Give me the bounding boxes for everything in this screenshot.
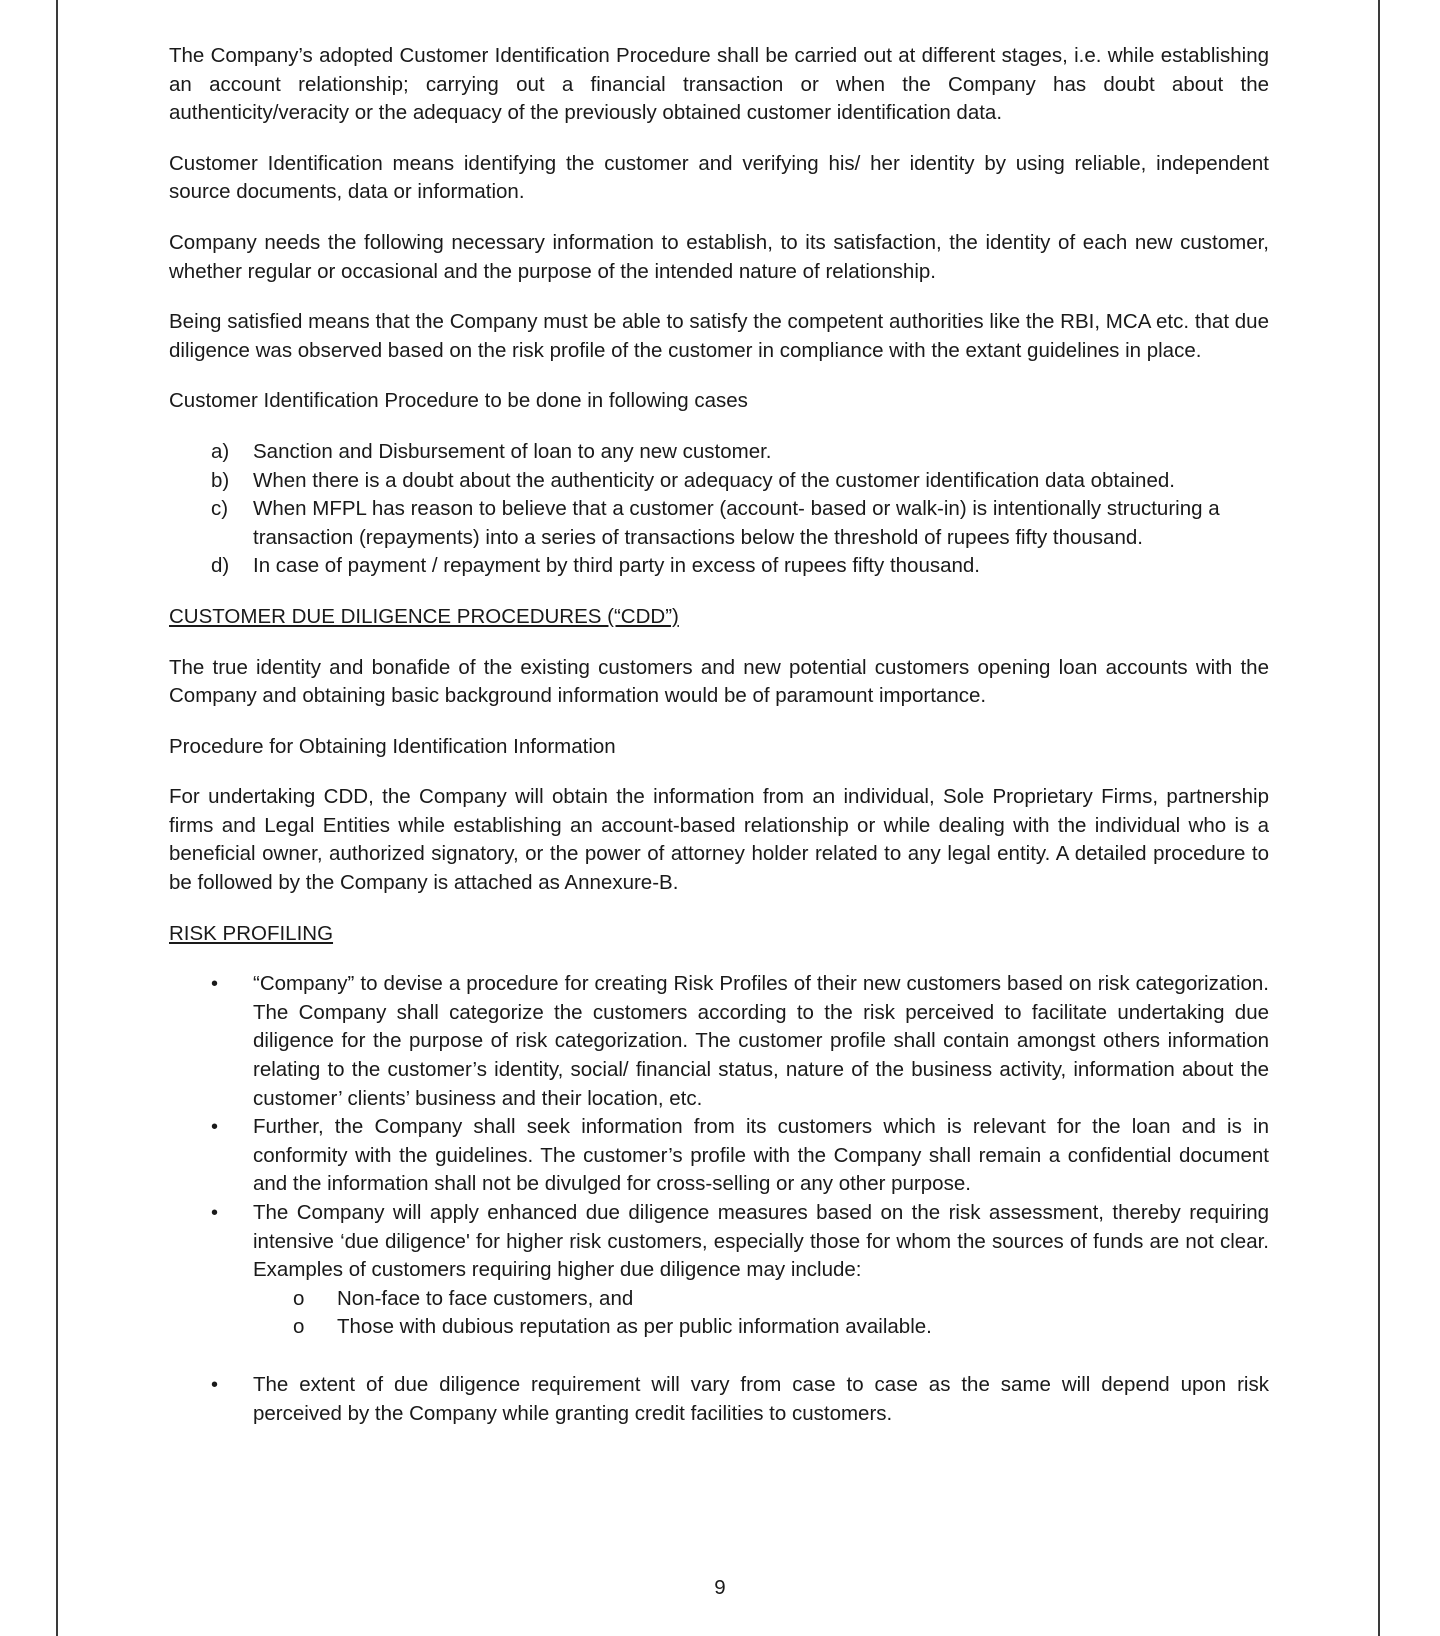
spacer <box>253 1342 1269 1371</box>
list-item <box>169 495 1269 552</box>
list-item-text: “Company” to devise a procedure for creating Risk Profiles of their new customers based on risk categorization. The Company shall categorize the customers according to the risk perceived to facilitate undertaking due diligence for the purpose of risk categorization. The customer profile shall contain amongst others information relating to the customer’s identity, social/ financial status, nature of the business activity, information about the customer’ clients’ business and their location, etc. <box>253 972 1269 1110</box>
paragraph-necessary-information: Company needs the following necessary information to establish, to its satisfaction, the identity of each new customer, whether regular or occasional and the purpose of the intended nature of relationship. <box>169 230 1269 283</box>
paragraph-cip-stages: The Company’s adopted Customer Identification Procedure shall be carried out at different stages, i.e. while establishing an account relationship; carrying out a financial transaction or when the Company has doubt about the authenticity/veracity or the adequacy of the previously obtained customer identification data. <box>169 44 1269 125</box>
list-marker: d) <box>211 554 230 578</box>
list-item <box>169 970 1269 1113</box>
section-heading-cdd: CUSTOMER DUE DILIGENCE PROCEDURES (“CDD”) <box>169 604 679 628</box>
paragraph-being-satisfied: Being satisfied means that the Company must be able to satisfy the competent authorities like the RBI, MCA etc. that due diligence was observed based on the risk profile of the customer in compliance with the extant guidelines in place. <box>169 310 1269 362</box>
list-item-text: Sanction and Disbursement of loan to any new customer. <box>253 439 772 463</box>
list-marker: b) <box>211 468 230 492</box>
paragraph-cdd-identity: The true identity and bonafide of the existing customers and new potential customers opening loan accounts with the Company and obtaining basic background information would be of paramount importance. <box>169 655 1269 708</box>
sub-list-item-text: Those with dubious reputation as per public information available. <box>337 1315 932 1339</box>
sub-list-item <box>253 1285 1269 1314</box>
document-body <box>169 42 1269 1428</box>
paragraph-cdd-undertaking: For undertaking CDD, the Company will obtain the information from an individual, Sole Proprietary Firms, partnership firms and Legal Entities while establishing an account-based relationship or while dealing with the individual who is a beneficial owner, authorized signatory, or the power of attorney holder related to any legal entity. A detailed procedure to be followed by the Company is attached as Annexure-B. <box>169 785 1269 895</box>
risk-profiling-list <box>169 970 1269 1428</box>
list-marker: a) <box>211 439 230 463</box>
list-item-text: The Company will apply enhanced due diligence measures based on the risk assessment, thereby requiring intensive ‘due diligence' for higher risk customers, especially those for whom the sources of funds are not clear. Examples of customers requiring higher due diligence may include: <box>253 1201 1269 1282</box>
bullet-icon: • <box>211 973 219 996</box>
list-item-text: Further, the Company shall seek information from its customers which is relevant for the loan and is in conformity with the guidelines. The customer’s profile with the Company shall remain a confidential document and the information shall not be divulged for cross-selling or any other purpose. <box>253 1115 1269 1196</box>
list-item-text: When MFPL has reason to believe that a customer (account- based or walk-in) is intentionally structuring a transaction (repayments) into a series of transactions below the threshold of rupees fifty thousand. <box>253 497 1220 549</box>
paragraph-cdd-procedure-title: Procedure for Obtaining Identification Information <box>169 734 616 758</box>
page-number: 9 <box>714 1576 726 1599</box>
sub-list-item-text: Non-face to face customers, and <box>337 1286 634 1310</box>
circle-bullet-icon: o <box>293 1315 305 1339</box>
list-item <box>169 1113 1269 1199</box>
list-item-text: The extent of due diligence requirement will vary from case to case as the same will depend upon risk perceived by the Company while granting credit facilities to customers. <box>253 1372 1269 1425</box>
sub-list-item <box>253 1313 1269 1342</box>
bullet-icon: • <box>211 1373 219 1396</box>
list-item <box>169 1199 1269 1371</box>
paragraph-cip-cases-intro: Customer Identification Procedure to be done in following cases <box>169 389 748 413</box>
section-heading-risk-profiling: RISK PROFILING <box>169 921 334 945</box>
list-item-text: When there is a doubt about the authenticity or adequacy of the customer identification data obtained. <box>253 468 1175 492</box>
bullet-icon: • <box>211 1116 219 1139</box>
cip-cases-list <box>169 438 1269 581</box>
list-item <box>169 467 1269 496</box>
list-marker: c) <box>211 497 229 521</box>
list-item <box>169 552 1269 581</box>
higher-diligence-examples-list <box>253 1285 1269 1342</box>
bullet-icon: • <box>211 1202 219 1224</box>
list-item <box>169 1371 1269 1428</box>
list-item-text: In case of payment / repayment by third party in excess of rupees fifty thousand. <box>253 554 980 578</box>
circle-bullet-icon: o <box>293 1286 305 1310</box>
list-item <box>169 438 1269 467</box>
paragraph-customer-identification: Customer Identification means identifying the customer and verifying his/ her identity by using reliable, independent source documents, data or information. <box>169 151 1269 204</box>
